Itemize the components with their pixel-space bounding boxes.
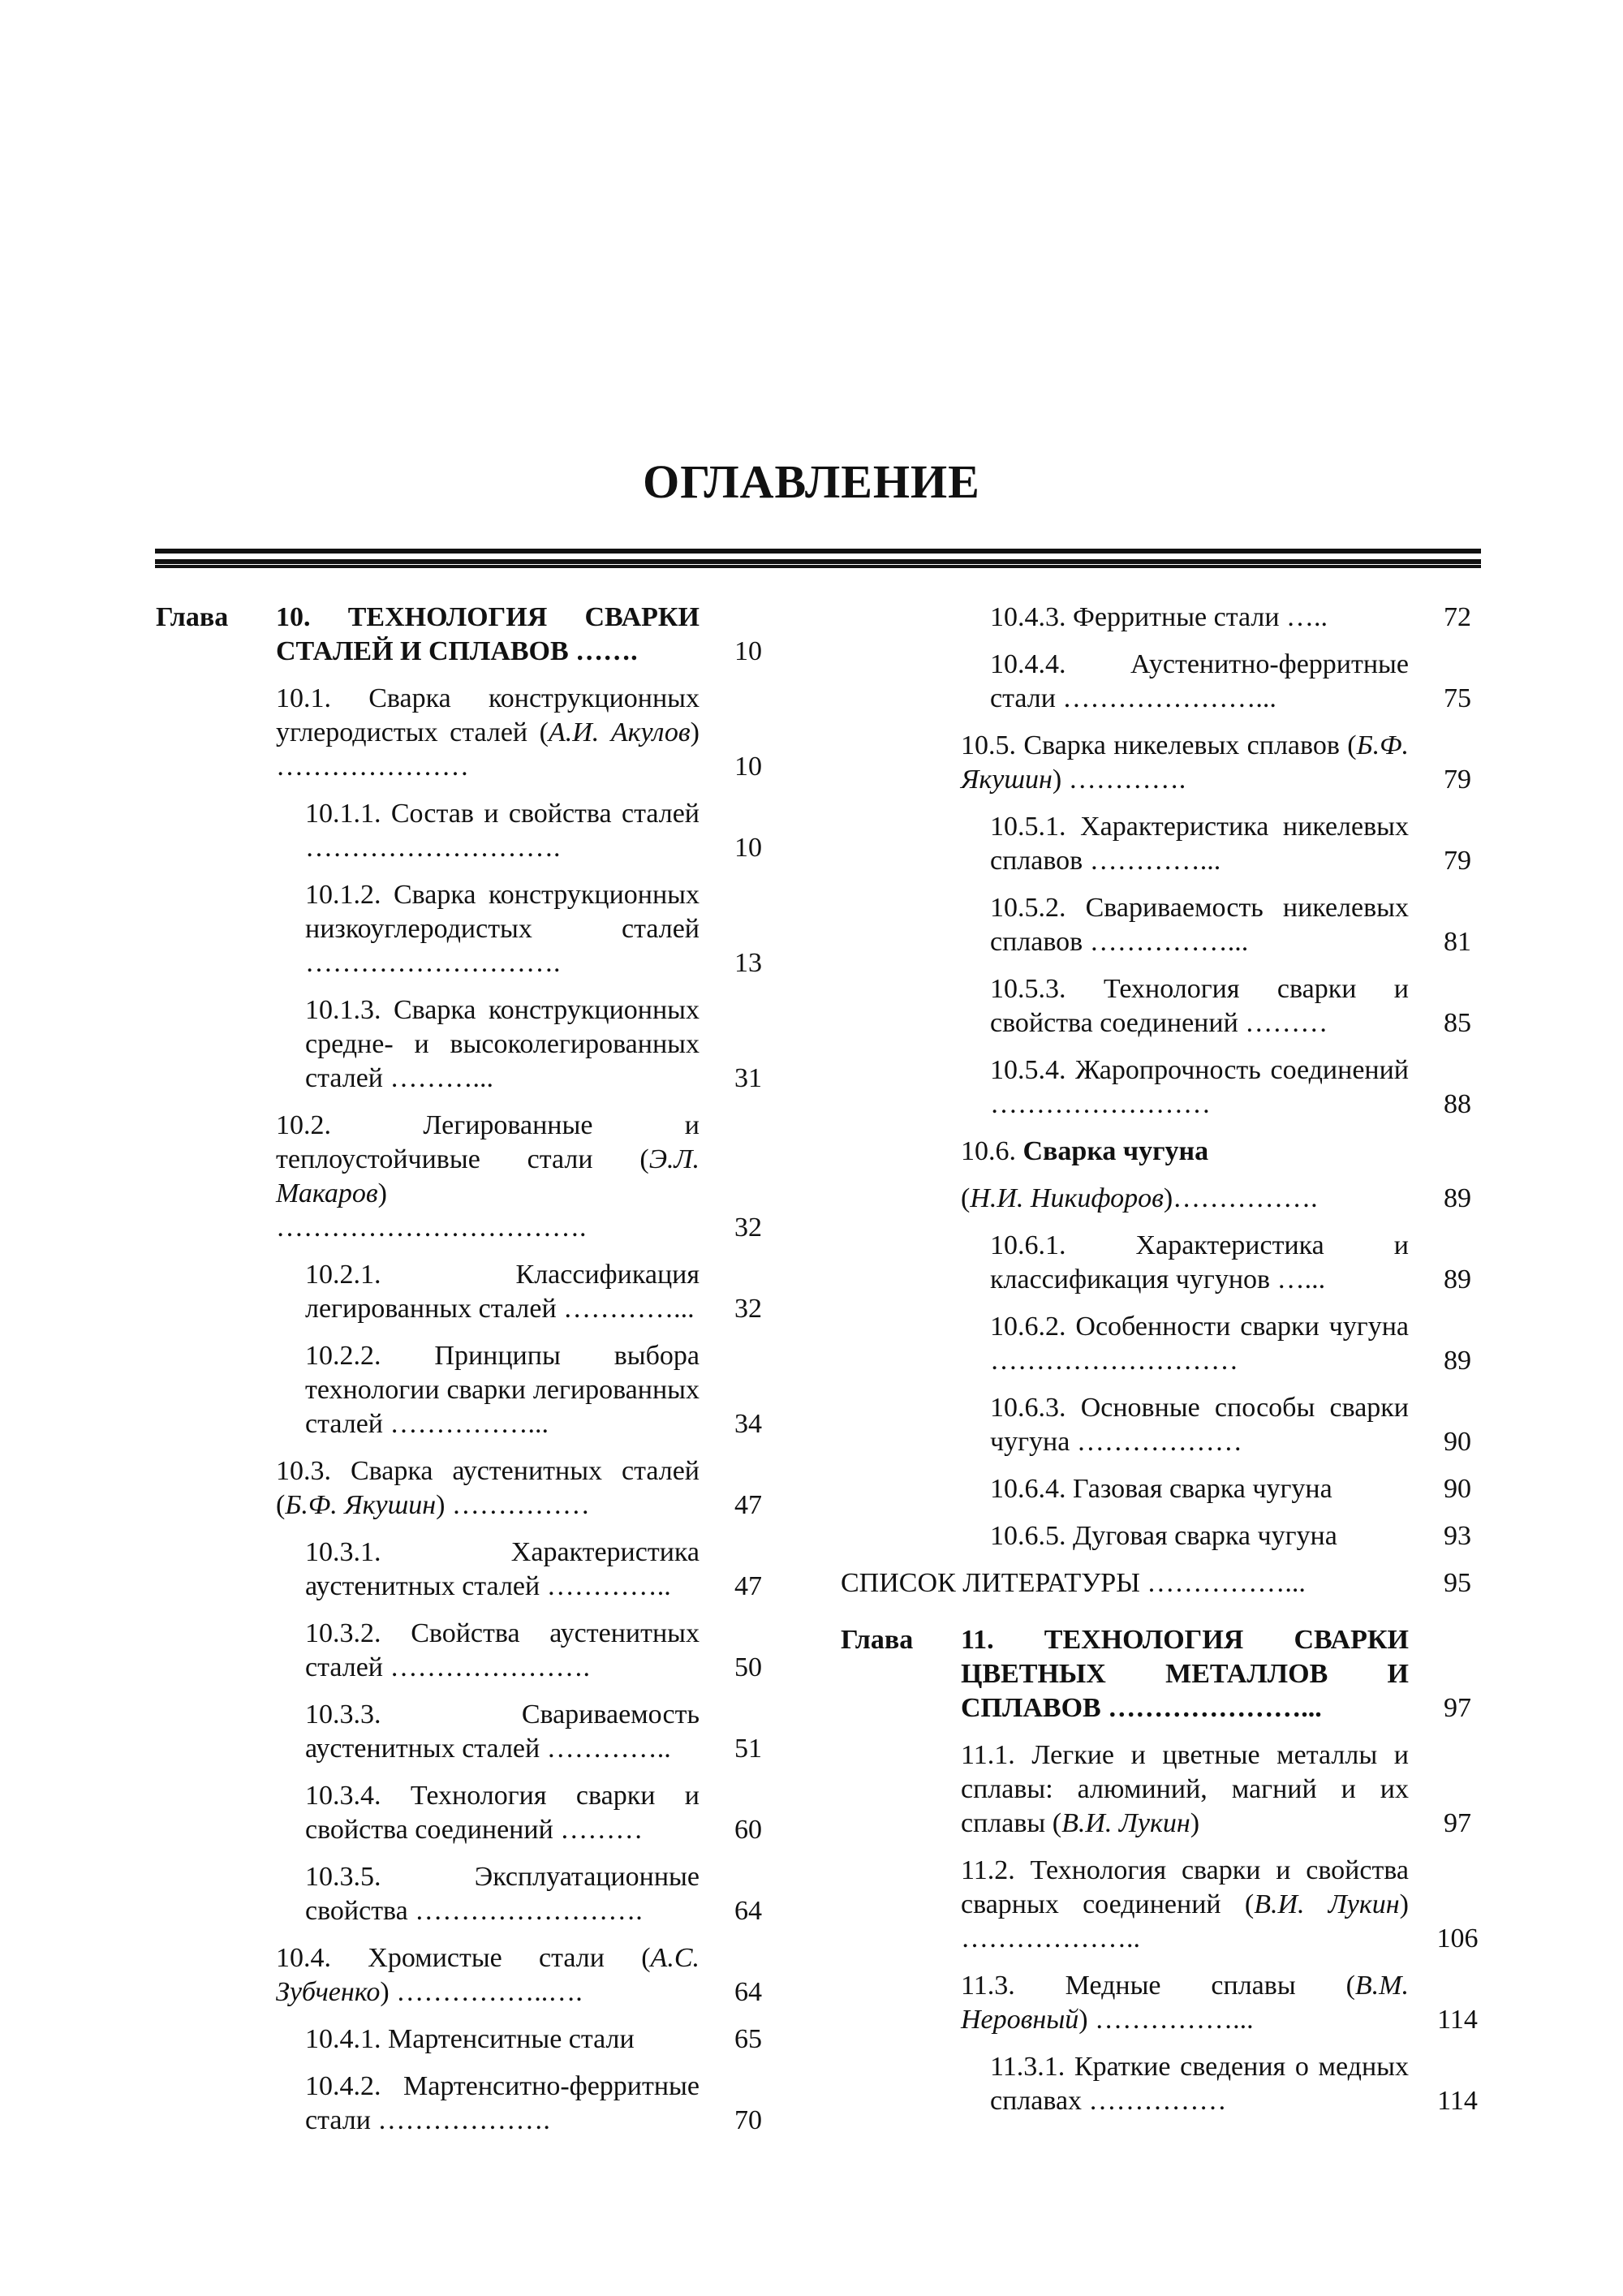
toc-entry-10-6-2[interactable]	[990, 1310, 1482, 1378]
toc-entry-11-1[interactable]	[961, 1738, 1482, 1841]
toc-entry-10-6-4[interactable]	[990, 1472, 1482, 1506]
toc-entry-11-3-1[interactable]	[990, 2050, 1482, 2118]
toc-entry-10-6[interactable]	[961, 1135, 1482, 1169]
toc-entry-11-3[interactable]	[961, 1969, 1482, 2037]
chapter-title: 10. ТЕХНОЛОГИЯ СВАРКИ СТАЛЕЙ И СПЛАВОВ …….	[276, 602, 700, 666]
toc-entry-10-1-3[interactable]	[305, 993, 773, 1096]
entry-author: Б.Ф. Якушин	[961, 730, 1409, 795]
entry-text: 11.3.1. Краткие сведения о медных сплавах ……………	[990, 2052, 1409, 2116]
toc-left-column	[156, 601, 773, 2151]
toc-entry-10-6-author[interactable]	[961, 1182, 1482, 1216]
page-number: 90	[1444, 1427, 1471, 1457]
page-number: 50	[734, 1652, 762, 1682]
page-number: 32	[734, 1213, 762, 1243]
page-number: 88	[1444, 1089, 1471, 1119]
entry-text: 10.5.3. Технология сварки и свойства соединений ………	[990, 974, 1409, 1038]
toc-entry-10-1[interactable]	[276, 682, 773, 784]
page-number: 10	[734, 636, 762, 666]
entry-text: 10.1.1. Состав и свойства сталей ……………………….	[305, 799, 700, 863]
entry-leader: ) ……………	[436, 1490, 590, 1520]
entry-author: В.М. Неровный	[961, 1971, 1409, 2035]
toc-entry-10-6-5[interactable]	[990, 1519, 1482, 1553]
page-number: 72	[1444, 602, 1471, 632]
toc-entry-10-5-2[interactable]	[990, 891, 1482, 959]
page-number: 106	[1436, 1923, 1479, 1954]
page-number: 64	[734, 1977, 762, 2007]
toc-entry-10-3-5[interactable]	[305, 1860, 773, 1928]
toc-entry-10-3-1[interactable]	[305, 1536, 773, 1604]
toc-entry-10-4-2[interactable]	[305, 2070, 773, 2138]
page-number: 79	[1444, 765, 1471, 795]
entry-text: 10.5.2. Свариваемость никелевых сплавов ……………...	[990, 893, 1409, 957]
entry-text: 10.1.2. Сварка конструкционных низкоуглеродистых сталей ……………………….	[305, 880, 700, 978]
entry-author: Б.Ф. Якушин	[285, 1490, 437, 1520]
page-number: 34	[734, 1409, 762, 1439]
entry-author: Н.И. Никифоров	[970, 1183, 1164, 1213]
toc-chapter-10[interactable]	[156, 601, 773, 669]
entry-text: 10.5. Сварка никелевых сплавов (	[961, 730, 1357, 760]
page-number: 31	[734, 1063, 762, 1093]
entry-open-paren: (	[961, 1183, 971, 1213]
entry-text: 10.3.2. Свойства аустенитных сталей ………………….	[305, 1618, 700, 1682]
entry-text: 10.3.5. Эксплуатационные свойства …………………….	[305, 1862, 700, 1926]
entry-text: 10.2. Легированные и теплоустойчивые стали (	[276, 1110, 700, 1174]
entry-text: 10.4.2. Мартенситно-ферритные стали ……………….	[305, 2071, 700, 2135]
page-number: 89	[1444, 1346, 1471, 1376]
page-number: 81	[1444, 927, 1471, 957]
toc-entry-10-5[interactable]	[961, 729, 1482, 797]
entry-text: 10.4.4. Аустенитно-ферритные стали …………………...	[990, 649, 1409, 713]
page-number: 65	[734, 2024, 762, 2054]
entry-text: 10.4. Хромистые стали (	[276, 1943, 651, 1973]
entry-author: А.С. Зубченко	[276, 1943, 700, 2007]
entry-text: 10.6.2. Особенности сварки чугуна ………………………	[990, 1312, 1409, 1376]
toc-entry-10-1-2[interactable]	[305, 878, 773, 980]
page-number: 13	[734, 948, 762, 978]
toc-entry-10-3-2[interactable]	[305, 1617, 773, 1685]
entry-text: 10.3.4. Технология сварки и свойства соединений ………	[305, 1781, 700, 1845]
toc-entry-references[interactable]	[841, 1566, 1482, 1600]
page-number: 89	[1444, 1183, 1471, 1213]
page-number: 89	[1444, 1264, 1471, 1294]
entry-text: 11.3. Медные сплавы (	[961, 1971, 1355, 2001]
entry-text: 10.3. Сварка аустенитных сталей (	[276, 1456, 700, 1520]
toc-entry-10-4[interactable]	[276, 1941, 773, 2010]
toc-chapter-11[interactable]	[841, 1623, 1482, 1725]
entry-leader: )…………….	[1163, 1183, 1318, 1213]
toc-entry-10-3-3[interactable]	[305, 1698, 773, 1766]
entry-text: 10.5.4. Жаропрочность соединений ……………………	[990, 1055, 1409, 1119]
chapter-label: Глава	[156, 602, 229, 632]
toc-entry-10-2[interactable]	[276, 1109, 773, 1245]
page-number: 97	[1444, 1808, 1471, 1838]
entry-text: 10.3.3. Свариваемость аустенитных сталей …………..	[305, 1699, 700, 1764]
title-rule	[155, 559, 1481, 564]
toc-entry-10-4-1[interactable]	[305, 2022, 773, 2057]
entry-author: В.И. Лукин	[1254, 1889, 1400, 1919]
entry-text: 11.1. Легкие и цветные металлы и сплавы: алюминий, магний и их сплавы (	[961, 1740, 1409, 1838]
page-number: 51	[734, 1734, 762, 1764]
page-number: 47	[734, 1571, 762, 1601]
page-number: 60	[734, 1815, 762, 1845]
page-number: 85	[1444, 1008, 1471, 1038]
entry-leader: ) ……………...	[1078, 2005, 1254, 2035]
entry-leader: ) …………………	[276, 717, 700, 782]
toc-entry-10-4-4[interactable]	[990, 648, 1482, 716]
entry-leader: )	[1190, 1808, 1200, 1838]
entry-leader: ) ………….	[1052, 765, 1186, 795]
toc-entry-10-1-1[interactable]	[305, 797, 773, 865]
page-number: 114	[1437, 2086, 1478, 2116]
page-number: 10	[734, 833, 762, 863]
page-number: 10	[734, 752, 762, 782]
entry-text: СПИСОК ЛИТЕРАТУРЫ ……………...	[841, 1568, 1306, 1598]
entry-text: 10.2.2. Принципы выбора технологии сварки легированных сталей ……………...	[305, 1341, 700, 1439]
toc-right-column	[841, 601, 1482, 2131]
page-number: 114	[1437, 2005, 1478, 2035]
toc-entry-10-5-1[interactable]	[990, 810, 1482, 878]
entry-text: 10.3.1. Характеристика аустенитных сталей …………..	[305, 1537, 700, 1601]
title-rule	[155, 549, 1481, 554]
toc-entry-10-6-3[interactable]	[990, 1391, 1482, 1459]
entry-text: 10.6.	[961, 1136, 1023, 1166]
entry-leader: ) ……………..….	[380, 1977, 583, 2007]
entry-text: 10.4.3. Ферритные стали …..	[990, 602, 1328, 632]
page-number: 97	[1444, 1693, 1471, 1723]
page-number: 47	[734, 1490, 762, 1520]
entry-text: 10.6.5. Дуговая сварка чугуна	[990, 1521, 1337, 1551]
page-number: 93	[1444, 1521, 1471, 1551]
toc-entry-11-2[interactable]	[961, 1854, 1482, 1956]
title-rule	[155, 565, 1481, 568]
page-number: 95	[1444, 1568, 1471, 1598]
entry-text: 10.2.1. Классификация легированных сталей …………...	[305, 1260, 700, 1324]
entry-text: 10.4.1. Мартенситные стали	[305, 2024, 635, 2054]
entry-text: 10.1.3. Сварка конструкционных средне- и высоколегированных сталей ………...	[305, 995, 700, 1093]
page-number: 75	[1444, 683, 1471, 713]
entry-text: 10.5.1. Характеристика никелевых сплавов …………...	[990, 812, 1409, 876]
toc-entry-10-3[interactable]	[276, 1454, 773, 1523]
toc-entry-10-5-3[interactable]	[990, 972, 1482, 1040]
entry-leader: ) …………………………….	[276, 1178, 587, 1243]
entry-author: В.И. Лукин	[1061, 1808, 1190, 1838]
toc-entry-10-5-4[interactable]	[990, 1053, 1482, 1122]
page-number: 70	[734, 2105, 762, 2135]
entry-author: А.И. Акулов	[548, 717, 691, 747]
page-number: 64	[734, 1896, 762, 1926]
entry-text: 10.1. Сварка конструкционных углеродистых сталей (	[276, 683, 700, 747]
toc-entry-10-2-2[interactable]	[305, 1339, 773, 1441]
entry-bold-title: Сварка чугуна	[1022, 1136, 1209, 1166]
chapter-title: 11. ТЕХНОЛОГИЯ СВАРКИ ЦВЕТНЫХ МЕТАЛЛОВ И СПЛАВОВ …………………...	[961, 1625, 1409, 1723]
toc-entry-10-6-1[interactable]	[990, 1229, 1482, 1297]
entry-text: 10.6.4. Газовая сварка чугуна	[990, 1474, 1332, 1504]
toc-entry-10-4-3[interactable]	[990, 601, 1482, 635]
toc-entry-10-2-1[interactable]	[305, 1258, 773, 1326]
entry-leader: ) ………………..	[961, 1889, 1409, 1954]
page-title: ОГЛАВЛЕНИЕ	[643, 455, 980, 508]
chapter-label: Глава	[841, 1625, 914, 1655]
entry-text: 10.6.3. Основные способы сварки чугуна ………………	[990, 1393, 1409, 1457]
entry-text: 11.2. Технология сварки и свойства сварных соединений (	[961, 1855, 1409, 1919]
entry-text: 10.6.1. Характеристика и классификация чугунов …...	[990, 1230, 1409, 1294]
entry-author: Э.Л. Макаров	[276, 1144, 700, 1208]
page-number: 32	[734, 1294, 762, 1324]
page-number: 79	[1444, 846, 1471, 876]
toc-entry-10-3-4[interactable]	[305, 1779, 773, 1847]
page-number: 90	[1444, 1474, 1471, 1504]
